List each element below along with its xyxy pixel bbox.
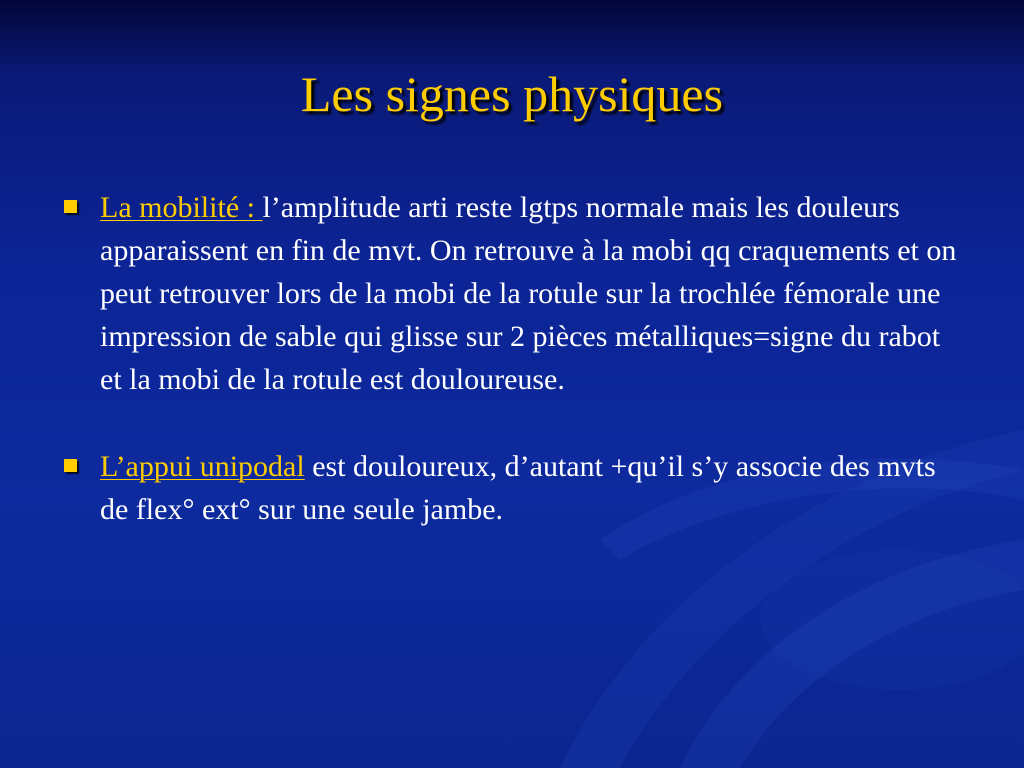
bullet-text [100, 186, 962, 401]
bullet-list [62, 186, 962, 531]
bullet-item-mobilite [62, 186, 962, 401]
bullet-item-appui-unipodal [62, 445, 962, 531]
square-bullet-icon [64, 459, 77, 472]
bullet-lead-mobilite: La mobilité : [100, 191, 263, 224]
bullet-body-mobilite: l’amplitude arti reste lgtps normale mais les douleurs apparaissent en fin de mvt. On retrouve à la mobi qq craquements et on peut retrouver lors de la mobi de la rotule sur la trochlée fémorale une impression de sable qui glisse sur 2 pièces métalliques=signe du rabot et la mobi de la rotule est douloureuse. [100, 191, 957, 396]
bullet-lead-appui-unipodal: L’appui unipodal [100, 450, 305, 483]
bullet-text [100, 445, 962, 531]
bullet-body-appui-unipodal: est douloureux, d’autant +qu’il s’y associe des mvts de flex° ext° sur une seule jambe. [100, 450, 936, 526]
slide-title: Les signes physiques [300, 66, 724, 122]
square-bullet-icon [64, 200, 77, 213]
